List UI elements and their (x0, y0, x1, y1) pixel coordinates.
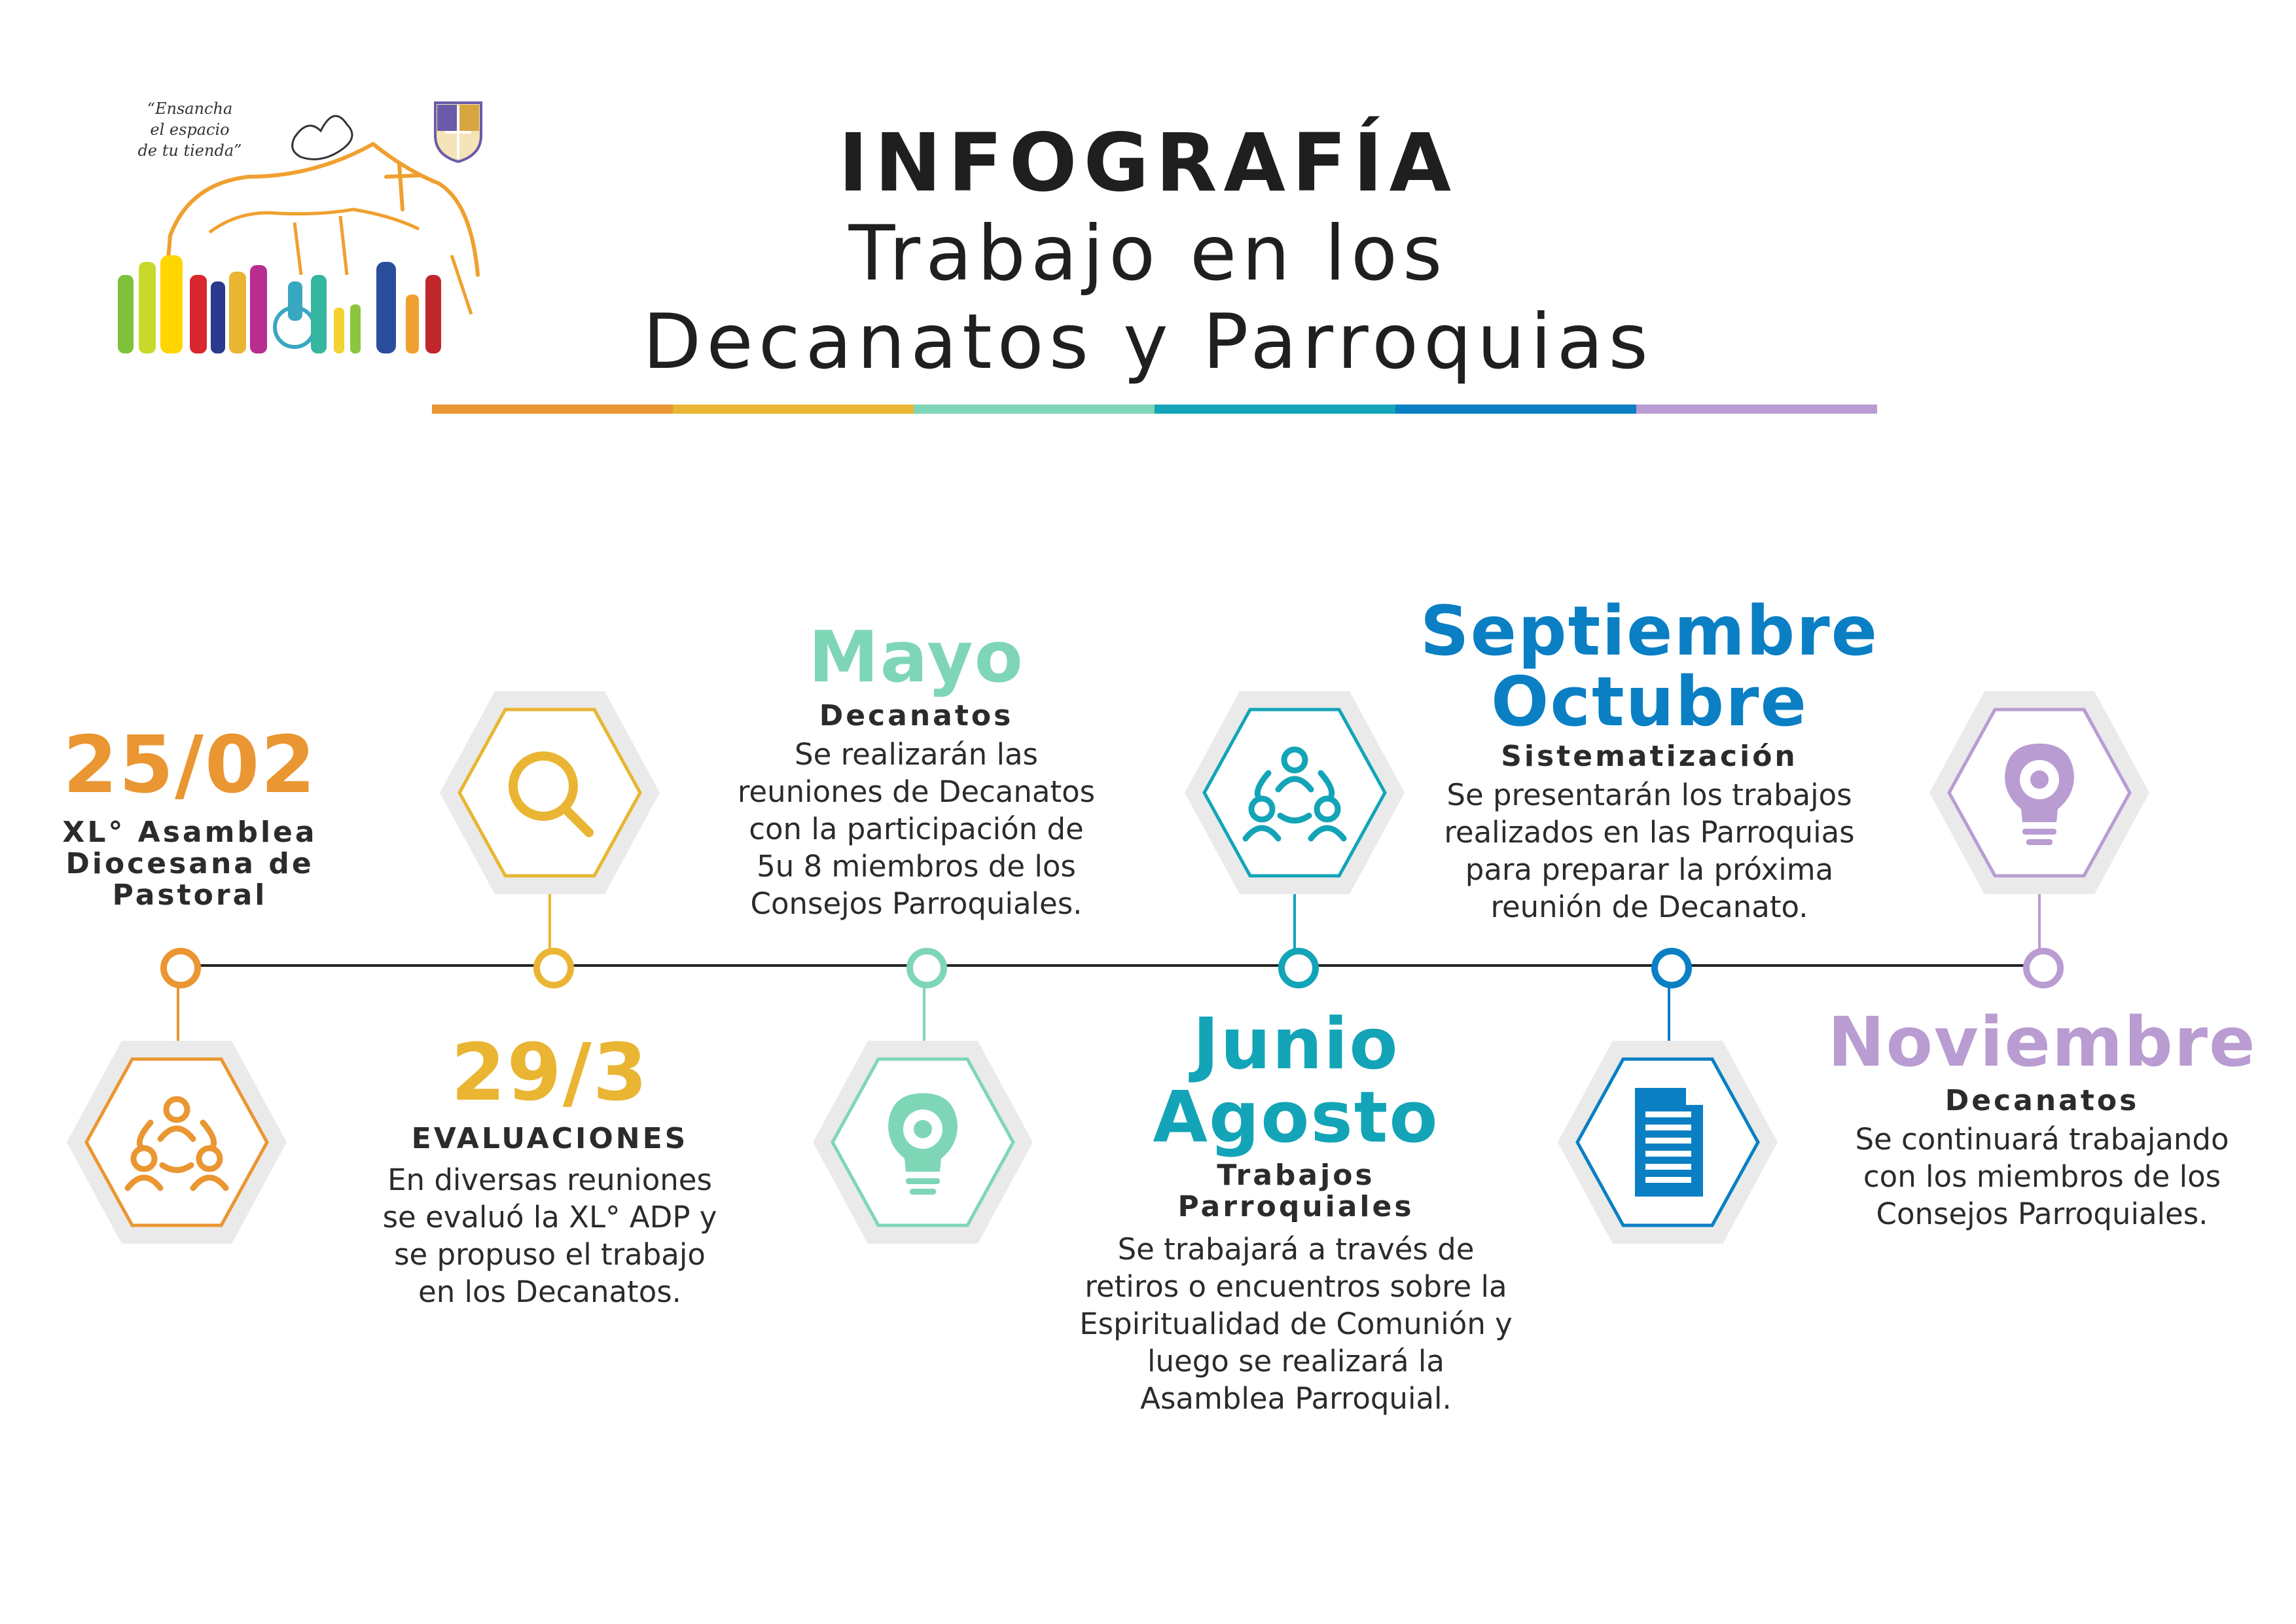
hexagon-2 (440, 691, 660, 894)
event-1-date: 25/02 (63, 720, 317, 811)
color-rule-yellow (673, 405, 914, 414)
hexagon-3 (813, 1041, 1033, 1244)
event-5-date-line-2: Octubre (1490, 662, 1808, 742)
timeline-node-6 (2023, 948, 2064, 988)
timeline-line (177, 964, 2036, 967)
event-3-subtitle: Decanatos (819, 699, 1014, 732)
connector-4 (1293, 894, 1296, 949)
connector-1 (177, 982, 179, 1047)
color-rule-lilac (1636, 405, 1877, 414)
event-5 (1374, 591, 1924, 926)
event-4-subtitle: Trabajos Parroquiales (1177, 1159, 1414, 1223)
hexagon-5 (1558, 1041, 1778, 1244)
event-2 (347, 1028, 753, 1310)
hexagon-4 (1185, 691, 1405, 894)
color-rule-orange (432, 405, 673, 414)
color-rule-blue (1395, 405, 1636, 414)
event-1-subtitle: XL° Asamblea Diocesana de Pastoral (62, 816, 317, 912)
color-rule-teal (1155, 405, 1395, 414)
event-2-description: En diversas reuniones se evaluó la XL° ADP y se propuso el trabajo en los Decanatos. (382, 1163, 717, 1309)
color-rule-mint (914, 405, 1155, 414)
people-silhouettes (118, 255, 441, 353)
timeline-node-3 (906, 948, 947, 988)
event-4-description: Se trabajará a través de retiros o encuentros sobre la Espiritualidad de Comunión y luego se realizará la Asamblea Parroquial. (1079, 1232, 1513, 1416)
event-2-date: 29/3 (450, 1028, 649, 1119)
timeline-node-4 (1278, 948, 1319, 988)
connector-3 (923, 982, 925, 1047)
hexagon-6 (1929, 691, 2149, 894)
event-6-date: Noviembre (1827, 1002, 2257, 1082)
event-3-date: Mayo (808, 617, 1024, 698)
document-icon (1635, 1088, 1703, 1197)
page-subtitle-line-1: Trabajo en los (848, 209, 1448, 298)
event-6-subtitle: Decanatos (1945, 1084, 2140, 1117)
logo (98, 79, 517, 367)
event-5-date-line-1: Septiembre (1420, 591, 1879, 671)
event-6-description: Se continuará trabajando con los miembros de los Consejos Parroquiales. (1855, 1122, 2229, 1231)
page-title: INFOGRAFÍA (838, 117, 1458, 209)
connector-6 (2038, 894, 2041, 949)
connector-5 (1668, 982, 1670, 1047)
page-subtitle-line-2: Decanatos y Parroquias (643, 298, 1653, 386)
event-4-date-line-1: Junio (1193, 1003, 1399, 1085)
timeline-node-5 (1651, 948, 1692, 988)
connector-2 (548, 894, 551, 949)
event-5-description: Se presentarán los trabajos realizados en las Parroquias para preparar la próxima reunión de Decanato. (1444, 778, 1855, 924)
timeline-node-1 (160, 948, 201, 988)
diocese-crest-icon (432, 99, 484, 165)
event-3-description: Se realizarán las reuniones de Decanatos con la participación de 5u 8 miembros de los Consejos Parroquiales. (737, 737, 1096, 921)
hexagon-1 (67, 1041, 287, 1244)
event-5-subtitle: Sistematización (1501, 740, 1798, 773)
event-6 (1806, 1001, 2278, 1233)
logo-tagline: “Ensancha el espacio de tu tienda” (137, 99, 242, 160)
event-3 (694, 615, 1139, 922)
event-2-subtitle: EVALUACIONES (411, 1122, 689, 1155)
event-4-date-line-2: Agosto (1153, 1077, 1439, 1159)
event-1 (20, 720, 360, 911)
dove-icon (293, 116, 352, 159)
timeline-node-2 (533, 948, 574, 988)
event-4 (1034, 1003, 1558, 1417)
